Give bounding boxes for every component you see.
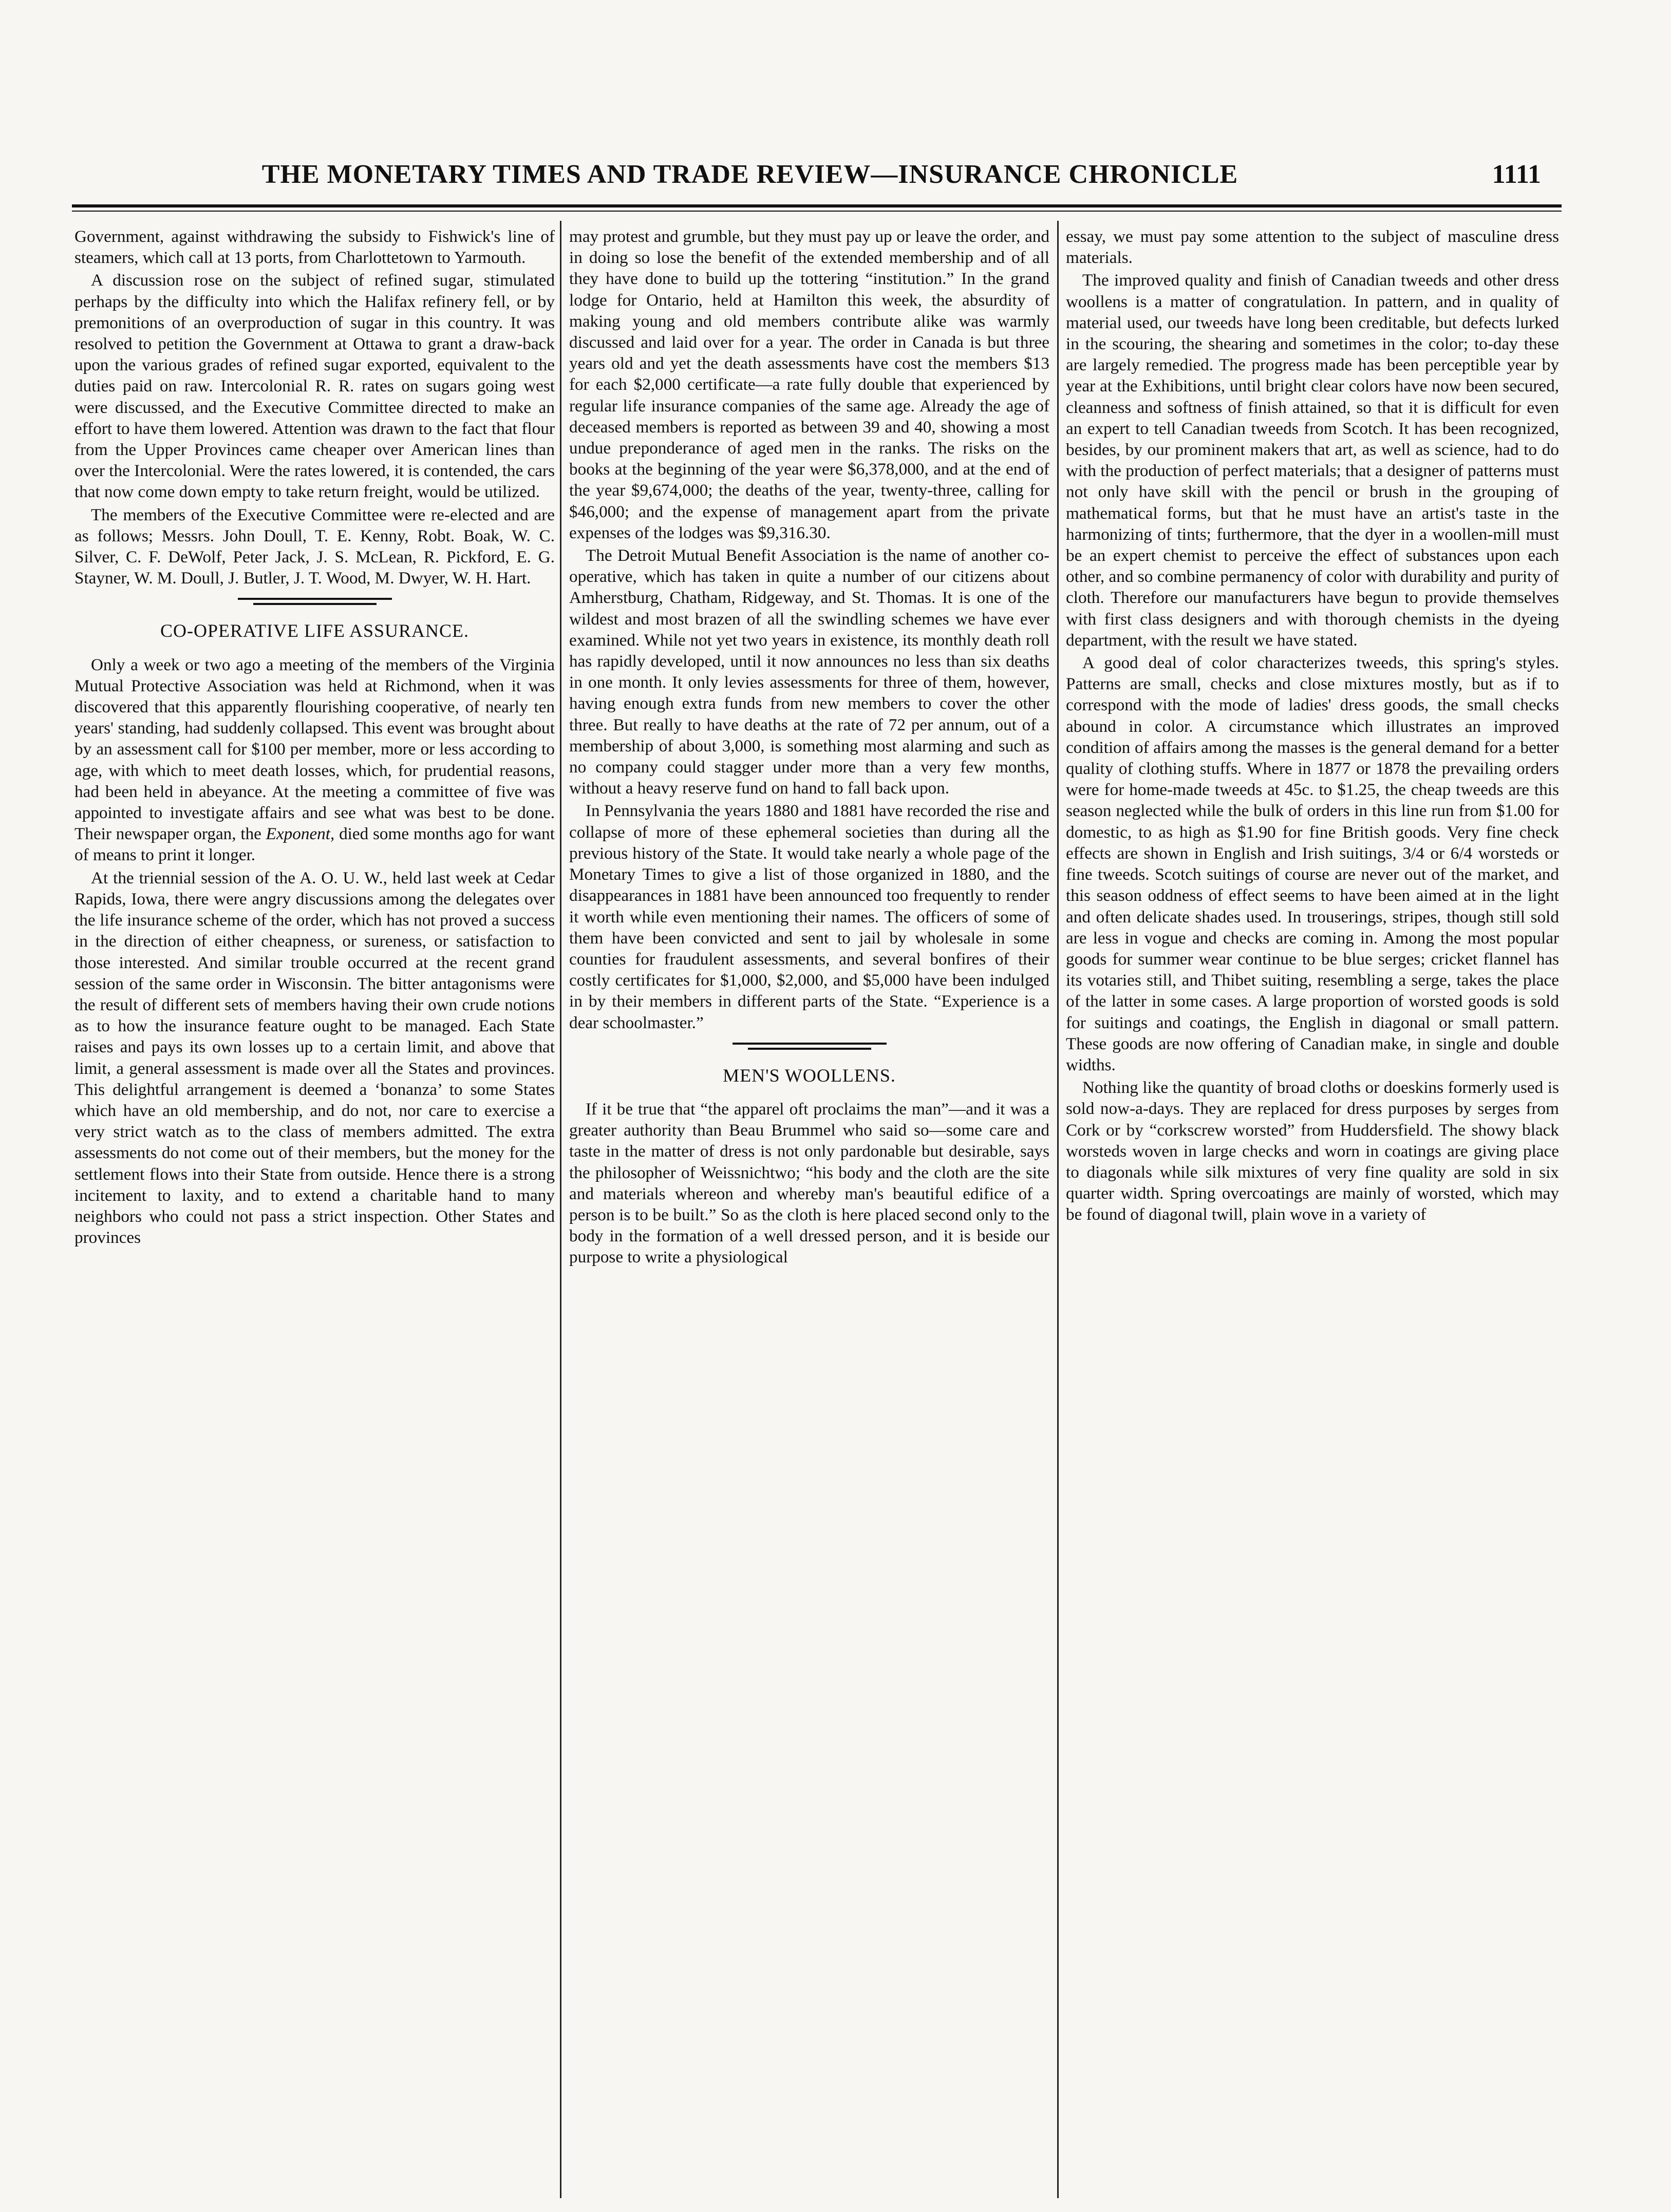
paragraph: The improved quality and finish of Canadian tweeds and other dress woollens is a matter of congratulation. In pattern, and in quality of material used, our tweeds have long been creditable, but defects lurked in the scouring, the shearing and sometimes in the color; to-day these are largely remedied. The progress made has been perceptible year by year at the Exhibitions, until bright clear colors have now been secured, cleanness and softness of finish attained, so that it is difficult for even an expert to tell Canadian tweeds from Scotch. It has been recognized, besides, by our prominent makers that art, as well as science, had to do with the production of perfect materials; that a designer of patterns must not only have skill with the pencil or brush in the grouping of mathematical forms, but that he must have an artist's taste in the harmonizing of tints; furthermore, that the dyer in a woollen-mill must be an expert chemist to perceive the effect of substances upon each other, and so combine permanency of color with durability and purity of cloth. Therefore our manufacturers have begun to provide themselves with first class designers and with thorough chemists in the dyeing department, with the result we have stated. bbox=[1066, 271, 1559, 650]
paragraph: At the triennial session of the A. O. U. W., held last week at Cedar Rapids, Iowa, there were angry discussions among the delegates over the life insurance scheme of the order, which has not proved a success in the direction of either cheapness, or sureness, or satisfaction to those interested. And similar trouble occurred at the recent grand session of the same order in Wisconsin. The bitter antagonisms were the result of different sets of members having their own crude notions as to how the insurance feature ought to be managed. Each State raises and pays its own losses up to a certain limit, and above that limit, a general assessment is made over all the States and provinces. This delightful arrangement is deemed a ‘bonanza’ to some States which have an old membership, and do not, nor care to exercise a very strict watch as to the class of members admitted. The extra assessments do not come out of their members, but the money for the settlement flows into their State from outside. Hence there is a strong incitement to laxity, and to extend a charitable hand to many neighbors who could not pass a strict inspection. Other States and provinces bbox=[74, 868, 555, 1247]
paragraph: may protest and grumble, but they must pay up or leave the order, and in doing so lose the benefit of the extended membership and of all they have done to build up the tottering “institution.” In the grand lodge for Ontario, held at Hamilton this week, the absurdity of making young and old members contribute alike was warmly discussed and laid over for a year. The order in Canada is but three years old and yet the death assessments have cost the members $13 for each $2,000 certificate—a rate fully double that experienced by regular life insurance companies of the same age. Already the age of deceased members is reported as between 39 and 40, showing a most undue preponderance of aged men in the ranks. The risks on the books at the beginning of the year were $6,378,000, and at the end of the year $9,674,000; the deaths of the year, twenty-three, calling for $46,000; and the expense of management apart from the private expenses of the lodges was $9,316.30. bbox=[569, 227, 1049, 542]
column-3 bbox=[1066, 226, 1559, 2193]
section-heading: MEN'S WOOLLENS. bbox=[723, 1065, 896, 1086]
paragraph: The Detroit Mutual Benefit Association is the name of another co-operative, which has taken in quite a number of our citizens about Amherstburg, Chatham, Ridgeway, and St. Thomas. It is one of the wildest and most brazen of all the swindling schemes we have ever examined. While not yet two years in existence, its monthly death roll has rapidly developed, until it now announces no less than six deaths in one month. It only levies assessments for three of them, however, having enough extra funds from new members to cover the other three. But really to have deaths at the rate of 72 per annum, out of a membership of about 3,000, is something most alarming and such as no company could stagger under more than a very few months, without a heavy reserve fund on hand to fall back upon. bbox=[569, 546, 1049, 798]
paragraph: A good deal of color characterizes tweeds, this spring's styles. Patterns are small, checks and close mixtures mostly, but as if to correspond with the mode of ladies' dress goods, the small checks abound in color. A circumstance which illustrates an improved condition of affairs among the masses is the general demand for a better quality of clothing stuffs. Where in 1877 or 1878 the prevailing orders were for home-made tweeds at 45c. to $1.25, the cheap tweeds are this season neglected while the bulk of orders in this line run from $1.00 for domestic, to as high as $1.90 for fine British goods. Very fine check effects are shown in English and Irish suitings, 3/4 or 6/4 worsteds or fine tweeds. Scotch suitings of course are never out of the market, and this season oddness of effect seems to have been aimed at in the light and often delicate shades used. In trouserings, stripes, though still sold are less in vogue and checks are coming in. Among the most popular goods for summer wear continue to be blue serges; cricket flannel has its votaries still, and Thibet suiting, resembling a serge, takes the place of the latter in some cases. A large proportion of worsted goods is sold for suitings and coatings, the English in diagonal or small pattern. These goods are now offering of Canadian make, in single and double widths. bbox=[1066, 653, 1559, 1074]
paragraph-text: , died some months ago for want of means to print it longer. bbox=[74, 824, 555, 865]
column-divider bbox=[1057, 221, 1059, 2198]
page-header bbox=[72, 154, 1562, 200]
header-rule bbox=[72, 204, 1562, 207]
section-divider bbox=[238, 598, 392, 605]
paragraph: Government, against withdrawing the subsidy to Fishwick's line of steamers, which call at 13 ports, from Charlottetown to Yarmouth. bbox=[74, 227, 555, 268]
column-1 bbox=[74, 226, 555, 2193]
paragraph: If it be true that “the apparel oft proclaims the man”—and it was a greater authority than Beau Brummel who said so—some care and taste in the matter of dress is not only pardonable but desirable, says the philosopher of Weissnichtwo; “his body and the cloth are the site and materials whereon and whereby man's beautiful edifice of a person is to be built.” So as the cloth is here placed second only to the body in the formation of a well dressed person, and it is beside our purpose to write a physiological bbox=[569, 1099, 1049, 1267]
newspaper-name: Exponent bbox=[266, 824, 331, 844]
paragraph: In Pennsylvania the years 1880 and 1881 have recorded the rise and collapse of more of these ephemeral societies than during all the previous history of the State. It would take nearly a whole page of the Monetary Times to give a list of those organized in 1880, and the disappearances in 1881 have been announced too frequently to render it worth while even mentioning their names. The officers of some of them have been convicted and sent to jail by wholesale in some counties for fraudulent assessments, and several bonfires of their costly certificates for $1,000, $2,000, and $5,000 have been indulged in by their members in different parts of the State. “Experience is a dear schoolmaster.” bbox=[569, 801, 1049, 1032]
page-number: 1111 bbox=[1492, 160, 1541, 189]
paragraph bbox=[74, 654, 555, 866]
paragraph: The members of the Executive Committee were re-elected and are as follows; Messrs. John Doull, T. E. Kenny, Robt. Boak, W. C. Silver, C. F. DeWolf, Peter Jack, J. S. McLean, R. Pickford, E. G. Stayner, W. M. Doull, J. Butler, J. T. Wood, M. Dwyer, W. H. Hart. bbox=[74, 505, 555, 588]
section-divider bbox=[733, 1043, 887, 1050]
paragraph: A discussion rose on the subject of refined sugar, stimulated perhaps by the difficulty into which the Halifax refinery fell, or by premonitions of an overproduction of sugar in this country. It was resolved to petition the Government at Ottawa to grant a draw-back upon the various grades of refined sugar exported, equivalent to the duties paid on raw. Intercolonial R. R. rates on sugars going west were discussed, and the Executive Committee directed to make an effort to have them lowered. Attention was drawn to the fact that flour from the Upper Provinces came cheaper over American lines than over the Intercolonial. Were the rates lowered, it is contended, the cars that now come down empty to take return freight, would be utilized. bbox=[74, 271, 555, 502]
paragraph: essay, we must pay some attention to the subject of masculine dress materials. bbox=[1066, 227, 1559, 268]
running-title: THE MONETARY TIMES AND TRADE REVIEW—INSURANCE CHRONICLE bbox=[261, 160, 1238, 189]
paragraph-text: Only a week or two ago a meeting of the members of the Virginia Mutual Protective Association was held at Richmond, when it was discovered that this apparently flourishing cooperative, of nearly ten years' standing, had suddenly collapsed. This event was brought about by an assessment call for $100 per member, more or less according to age, with which to meet death losses, which, for prudential reasons, had been held in abeyance. At the meeting a committee of five was appointed to investigate affairs and see what was best to be done. Their newspaper organ, the bbox=[74, 655, 555, 844]
section-heading: CO-OPERATIVE LIFE ASSURANCE. bbox=[160, 620, 470, 641]
header-rule-thin bbox=[72, 211, 1562, 212]
column-2 bbox=[569, 226, 1049, 2193]
paragraph: Nothing like the quantity of broad cloths or doeskins formerly used is sold now-a-days. They are replaced for dress purposes by serges from Cork or by “corkscrew worsted” from Huddersfield. The showy black worsteds woven in large checks and worn in coatings are giving place to diagonals while silk mixtures of very fine quality are sold in six quarter width. Spring overcoatings are mainly of worsted, which may be found of diagonal twill, plain wove in a variety of bbox=[1066, 1078, 1559, 1224]
column-divider bbox=[560, 221, 561, 2198]
